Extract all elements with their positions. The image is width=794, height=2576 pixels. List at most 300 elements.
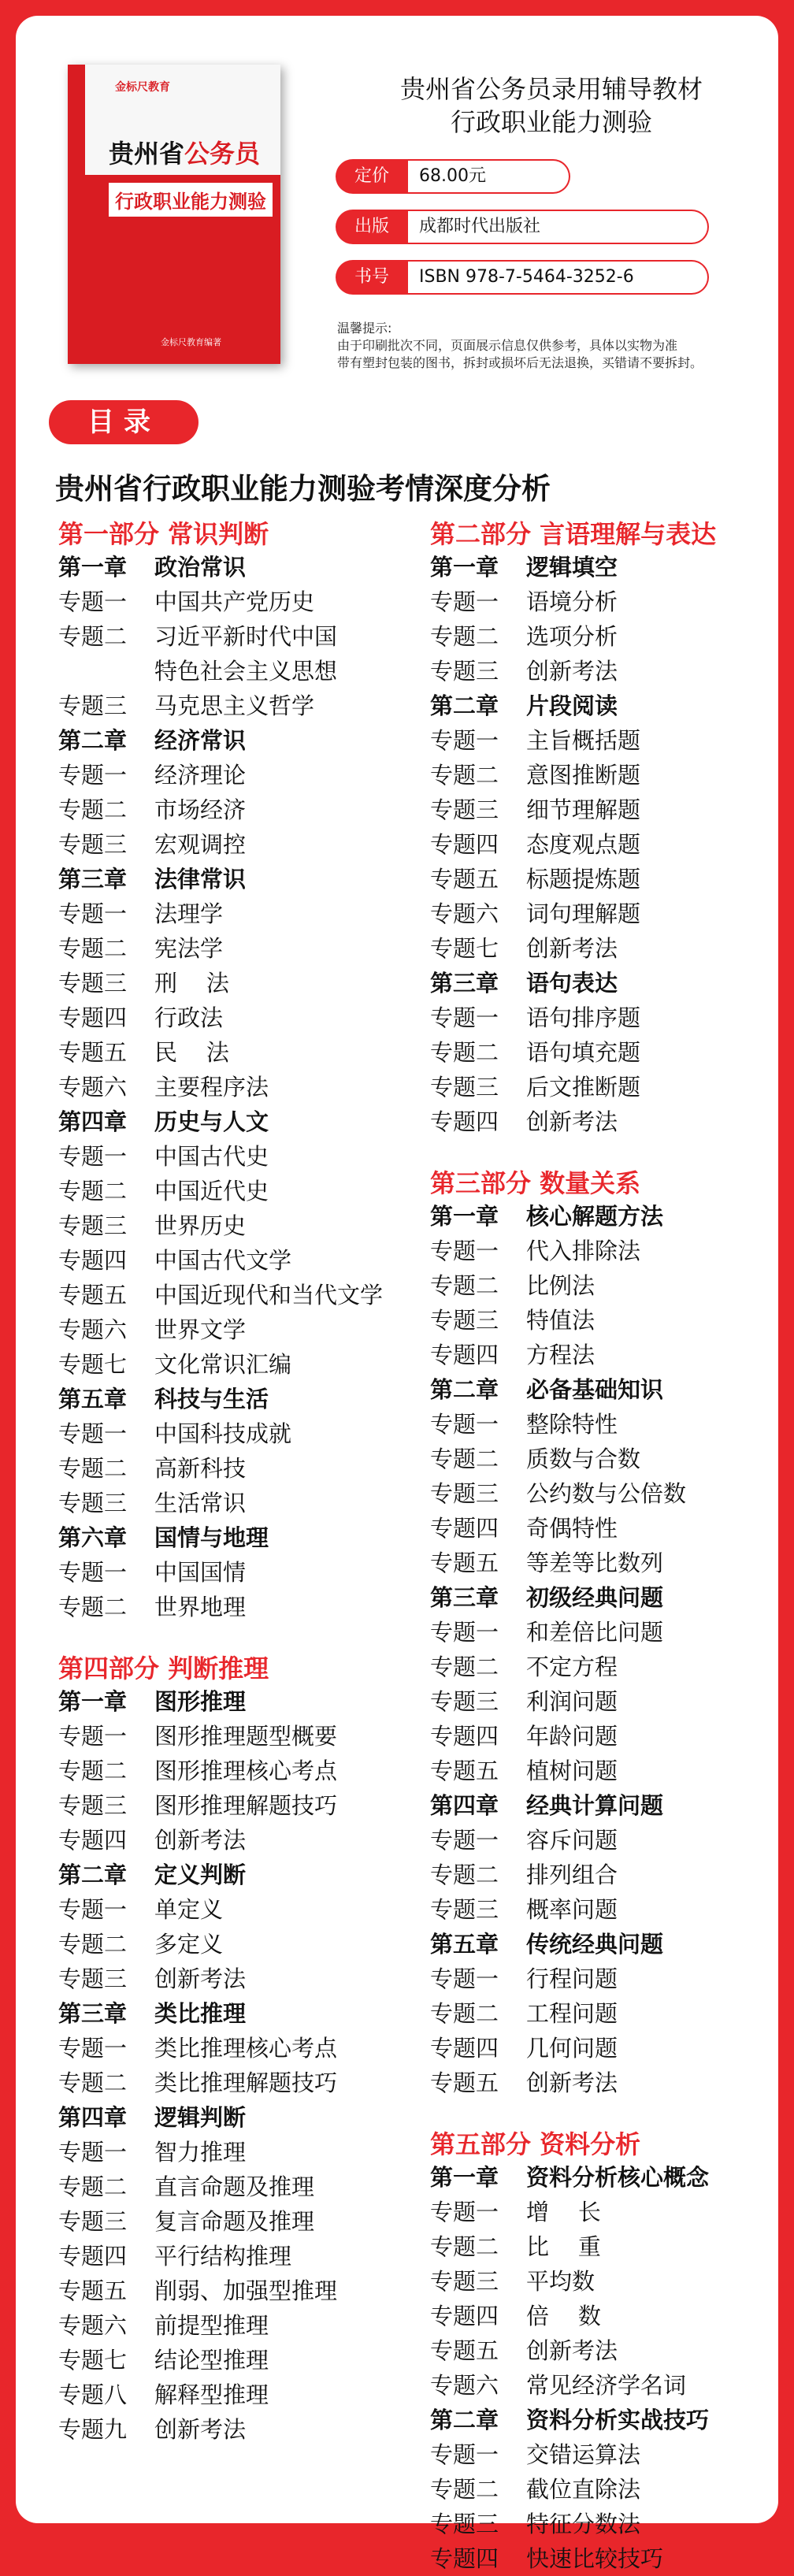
topic-row (430, 1407, 792, 1442)
topic-row (58, 2377, 421, 2412)
topic-title: 几何问题 (526, 2035, 618, 2062)
chapter-title: 图形推理 (154, 1688, 247, 1715)
chapter-row (58, 2100, 421, 2135)
topic-row (58, 931, 421, 966)
topic-row (430, 1962, 792, 1996)
topic-title: 中国古代史 (154, 1143, 269, 1170)
toc-badge: 目录 (49, 400, 198, 444)
part-heading: 第五部分 资料分析 (430, 2129, 641, 2159)
topic-row (430, 723, 792, 758)
topic-title: 语句排序题 (526, 1004, 641, 1031)
topic-number: 专题一 (430, 1004, 499, 1031)
topic-row (58, 758, 421, 792)
topic-title: 宪法学 (154, 935, 224, 962)
topic-row (58, 585, 421, 619)
topic-title: 中国科技成就 (154, 1420, 292, 1447)
chapter-row (58, 1858, 421, 1892)
topic-title: 快速比较技巧 (526, 2545, 664, 2572)
topic-number: 专题二 (430, 1039, 499, 1066)
topic-title: 工程问题 (526, 2000, 618, 2027)
chapter-row (430, 1788, 792, 1823)
topic-row (58, 1174, 421, 1208)
topic-row (430, 654, 792, 689)
chapter-number: 第一章 (58, 554, 128, 581)
topic-title: 态度观点题 (526, 831, 641, 858)
chapter-row (58, 1520, 421, 1555)
topic-title: 中国近现代和当代文学 (154, 1282, 384, 1308)
tip-line1: 由于印刷批次不同，页面展示信息仅供参考，具体以实物为准 (337, 338, 678, 353)
topic-title: 等差等比数列 (526, 1550, 664, 1576)
topic-number: 专题四 (58, 1247, 128, 1274)
topic-title: 创新考法 (526, 1108, 618, 1135)
topic-title: 平均数 (526, 2268, 596, 2295)
topic-number: 专题五 (430, 1550, 499, 1576)
topic-title: 单定义 (154, 1896, 224, 1923)
topic-number: 专题三 (430, 1480, 499, 1507)
topic-row (430, 1070, 792, 1104)
topic-title: 直言命题及推理 (154, 2173, 315, 2200)
topic-title: 标题提炼题 (526, 866, 641, 893)
topic-row (430, 1719, 792, 1754)
topic-row (430, 1104, 792, 1139)
topic-title: 经济理论 (154, 762, 247, 789)
topic-row (430, 1823, 792, 1858)
topic-title: 平行结构推理 (154, 2243, 292, 2270)
topic-row (430, 896, 792, 931)
topic-number: 专题一 (430, 1411, 499, 1438)
publisher-row (336, 210, 709, 244)
chapter-title: 经典计算问题 (526, 1792, 664, 1819)
topic-title: 词句理解题 (526, 900, 641, 927)
chapter-row (58, 550, 421, 585)
chapter-number: 第三章 (58, 866, 128, 893)
tip-title: 温馨提示: (337, 321, 392, 336)
topic-number: 专题一 (430, 588, 499, 615)
topic-number: 专题一 (430, 1827, 499, 1854)
topic-number: 专题五 (58, 1282, 128, 1308)
topic-number: 专题五 (58, 2277, 128, 2304)
topic-row (58, 2204, 421, 2239)
chapter-title: 资料分析实战技巧 (526, 2407, 710, 2433)
topic-number: 专题一 (58, 1723, 128, 1750)
tip-line2: 带有塑封包装的图书，拆封或损坏后无法退换，买错请不要拆封。 (337, 355, 703, 370)
chapter-title: 传统经典问题 (526, 1931, 664, 1958)
topic-number: 专题七 (430, 935, 499, 962)
topic-title: 细节理解题 (526, 796, 641, 823)
topic-number: 专题三 (430, 1688, 499, 1715)
topic-number: 专题七 (58, 2347, 128, 2374)
topic-number: 专题一 (430, 727, 499, 754)
chapter-title: 语句表达 (526, 970, 618, 997)
topic-row (430, 1546, 792, 1580)
topic-number: 专题一 (58, 1896, 128, 1923)
chapter-row (430, 1372, 792, 1407)
chapter-title: 法律常识 (154, 866, 247, 893)
topic-title: 刑 法 (154, 970, 229, 997)
topic-number: 专题一 (58, 1559, 128, 1586)
cover-title-prefix: 贵州省 (109, 139, 185, 169)
chapter-title: 类比推理 (154, 2000, 247, 2027)
chapter-title: 片段阅读 (526, 692, 618, 719)
topic-row (58, 2412, 421, 2447)
isbn-row (336, 260, 709, 295)
toc-left-column (58, 518, 421, 2447)
topic-row (58, 1243, 421, 1278)
topic-title: 中国古代文学 (154, 1247, 292, 1274)
topic-number: 专题四 (430, 1515, 499, 1542)
topic-row (58, 1788, 421, 1823)
topic-title: 类比推理核心考点 (154, 2035, 338, 2062)
topic-number: 专题四 (58, 2243, 128, 2270)
topic-number: 专题二 (58, 1594, 128, 1620)
topic-number: 专题二 (58, 935, 128, 962)
topic-title: 类比推理解题技巧 (154, 2069, 338, 2096)
topic-row (430, 2066, 792, 2100)
topic-number: 专题一 (430, 2199, 499, 2225)
topic-row (58, 1590, 421, 1624)
topic-title: 创新考法 (154, 1965, 247, 1992)
topic-row (58, 1892, 421, 1927)
topic-row (430, 1442, 792, 1476)
topic-title: 结论型推理 (154, 2347, 269, 2374)
part-heading: 第四部分 判断推理 (58, 1654, 269, 1683)
chapter-title: 政治常识 (154, 554, 247, 581)
topic-row (58, 1312, 421, 1347)
topic-number: 专题二 (430, 2476, 499, 2503)
book-cover-image (68, 65, 280, 364)
topic-number: 专题三 (58, 970, 128, 997)
topic-title: 复言命题及推理 (154, 2208, 315, 2235)
topic-row (58, 2239, 421, 2273)
topic-title: 世界地理 (154, 1594, 247, 1620)
topic-number: 专题四 (430, 831, 499, 858)
topic-row (430, 2541, 792, 2576)
topic-number: 专题六 (58, 1074, 128, 1101)
chapter-number: 第一章 (58, 1688, 128, 1715)
topic-number: 专题六 (430, 900, 499, 927)
topic-row (430, 758, 792, 792)
chapter-number: 第四章 (430, 1792, 499, 1819)
topic-number: 专题二 (58, 796, 128, 823)
topic-number: 专题一 (58, 2035, 128, 2062)
topic-number: 专题二 (58, 1455, 128, 1482)
topic-title: 奇偶特性 (526, 1515, 618, 1542)
section-gap (430, 1139, 792, 1167)
topic-row (58, 1347, 421, 1382)
topic-row (430, 2229, 792, 2264)
chapter-number: 第二章 (58, 1861, 128, 1888)
cover-title-highlight: 公务员 (184, 139, 261, 169)
topic-title: 质数与合数 (526, 1446, 641, 1472)
topic-title: 整除特性 (526, 1411, 618, 1438)
topic-title: 主要程序法 (154, 1074, 269, 1101)
topic-row (58, 689, 421, 723)
topic-row (58, 2066, 421, 2100)
chapter-title: 历史与人文 (154, 1108, 269, 1135)
topic-title: 文化常识汇编 (154, 1351, 292, 1378)
chapter-number: 第三章 (430, 1584, 499, 1611)
topic-number: 专题二 (58, 1758, 128, 1784)
topic-title: 倍 数 (526, 2303, 601, 2329)
topic-number: 专题八 (58, 2381, 128, 2408)
topic-title: 意图推断题 (526, 762, 641, 789)
topic-title: 行政法 (154, 1004, 224, 1031)
topic-row (58, 2308, 421, 2343)
topic-number: 专题五 (430, 2069, 499, 2096)
chapter-number: 第一章 (430, 2164, 499, 2191)
topic-row (58, 1416, 421, 1451)
topic-row (58, 1719, 421, 1754)
topic-number: 专题三 (58, 1212, 128, 1239)
topic-row (58, 619, 421, 654)
topic-title: 特值法 (526, 1307, 596, 1334)
topic-number: 专题三 (58, 2208, 128, 2235)
topic-title: 语句填充题 (526, 1039, 641, 1066)
chapter-row (430, 1927, 792, 1962)
topic-title: 截位直除法 (526, 2476, 641, 2503)
topic-number: 专题二 (430, 1446, 499, 1472)
topic-row (430, 1650, 792, 1684)
topic-number: 专题三 (58, 1965, 128, 1992)
topic-row (58, 966, 421, 1000)
chapter-title: 定义判断 (154, 1861, 247, 1888)
topic-number: 专题三 (58, 692, 128, 719)
topic-row (58, 1035, 421, 1070)
topic-number: 专题一 (430, 1965, 499, 1992)
chapter-title: 必备基础知识 (526, 1376, 664, 1403)
topic-title: 生活常识 (154, 1490, 247, 1516)
topic-title: 语境分析 (526, 588, 618, 615)
topic-title: 图形推理解题技巧 (154, 1792, 338, 1819)
topic-number: 专题四 (58, 1004, 128, 1031)
topic-row (58, 827, 421, 862)
topic-number: 专题五 (430, 866, 499, 893)
toc-right-column (430, 518, 792, 2576)
cover-title (109, 134, 260, 170)
topic-row (430, 931, 792, 966)
topic-row (58, 1927, 421, 1962)
chapter-number: 第六章 (58, 1524, 128, 1551)
topic-number: 专题三 (430, 1896, 499, 1923)
topic-row (430, 1684, 792, 1719)
topic-number: 专题四 (430, 2303, 499, 2329)
topic-title: 选项分析 (526, 623, 618, 650)
topic-number: 专题一 (430, 1619, 499, 1646)
book-spine (68, 65, 85, 364)
chapter-title: 科技与生活 (154, 1386, 269, 1412)
topic-row (430, 2368, 792, 2403)
toc-title: 贵州省行政职业能力测验考情深度分析 (55, 472, 551, 506)
topic-row (58, 1823, 421, 1858)
topic-title: 高新科技 (154, 1455, 247, 1482)
part-heading: 第三部分 数量关系 (430, 1168, 641, 1198)
publisher-label: 出版 (336, 210, 408, 244)
topic-number: 专题二 (58, 1931, 128, 1958)
chapter-row (430, 2160, 792, 2195)
topic-title: 多定义 (154, 1931, 224, 1958)
topic-row (430, 2264, 792, 2299)
topic-number: 专题五 (430, 1758, 499, 1784)
topic-number: 专题三 (430, 796, 499, 823)
topic-title: 公约数与公倍数 (526, 1480, 687, 1507)
topic-row (430, 2333, 792, 2368)
topic-row (430, 1234, 792, 1268)
book-title-line2: 行政职业能力测验 (450, 107, 652, 137)
topic-title: 马克思主义哲学 (154, 692, 315, 719)
publisher-logo: 金标尺教育 (115, 81, 170, 94)
topic-row (430, 862, 792, 896)
chapter-row (430, 1580, 792, 1615)
topic-title: 常见经济学名词 (526, 2372, 687, 2399)
topic-row (430, 2507, 792, 2541)
topic-row (430, 1511, 792, 1546)
chapter-number: 第四章 (58, 1108, 128, 1135)
topic-number: 专题二 (430, 1654, 499, 1680)
topic-number: 专题三 (430, 2511, 499, 2537)
chapter-title: 经济常识 (154, 727, 247, 754)
topic-row (430, 2437, 792, 2472)
topic-row (58, 792, 421, 827)
topic-number: 专题二 (58, 623, 128, 650)
cover-editor: 金标尺教育编著 (161, 337, 221, 347)
topic-title: 创新考法 (526, 2337, 618, 2364)
topic-number: 专题三 (430, 2268, 499, 2295)
chapter-number: 第一章 (430, 554, 499, 581)
chapter-title: 逻辑判断 (154, 2104, 247, 2131)
topic-title: 创新考法 (526, 935, 618, 962)
topic-title: 容斥问题 (526, 1827, 618, 1854)
topic-title: 宏观调控 (154, 831, 247, 858)
topic-number: 专题四 (58, 1827, 128, 1854)
topic-number: 专题一 (58, 2139, 128, 2166)
topic-number: 专题一 (58, 1143, 128, 1170)
topic-number: 专题三 (58, 1490, 128, 1516)
chapter-number: 第二章 (430, 2407, 499, 2433)
topic-title: 民 法 (154, 1039, 229, 1066)
topic-title: 削弱、加强型推理 (154, 2277, 338, 2304)
topic-number: 专题二 (58, 2173, 128, 2200)
topic-row (430, 1338, 792, 1372)
topic-title: 增 长 (526, 2199, 601, 2225)
topic-number: 专题二 (430, 2233, 499, 2260)
chapter-number: 第二章 (430, 692, 499, 719)
topic-row (58, 1070, 421, 1104)
topic-title: 比 重 (526, 2233, 601, 2260)
chapter-number: 第三章 (430, 970, 499, 997)
topic-number: 专题一 (58, 1420, 128, 1447)
topic-number: 专题二 (430, 1272, 499, 1299)
chapter-number: 第五章 (430, 1931, 499, 1958)
topic-title: 中国国情 (154, 1559, 247, 1586)
topic-title: 后文推断题 (526, 1074, 641, 1101)
topic-number: 专题六 (58, 2312, 128, 2339)
topic-number: 专题一 (430, 1238, 499, 1264)
topic-number: 专题二 (430, 623, 499, 650)
topic-title: 特征分数法 (526, 2511, 641, 2537)
topic-number: 专题二 (430, 2000, 499, 2027)
topic-number: 专题七 (58, 1351, 128, 1378)
topic-title: 概率问题 (526, 1896, 618, 1923)
topic-title: 不定方程 (526, 1654, 618, 1680)
topic-title: 行程问题 (526, 1965, 618, 1992)
chapter-number: 第四章 (58, 2104, 128, 2131)
topic-row (430, 2299, 792, 2333)
topic-row (58, 2170, 421, 2204)
topic-number: 专题六 (430, 2372, 499, 2399)
chapter-row (58, 723, 421, 758)
topic-row (430, 1615, 792, 1650)
topic-number: 专题二 (58, 1178, 128, 1204)
topic-number: 专题一 (58, 762, 128, 789)
topic-row (58, 2273, 421, 2308)
price-label: 定价 (336, 159, 408, 194)
part-heading: 第一部分 常识判断 (58, 519, 269, 549)
chapter-row (430, 550, 792, 585)
topic-title: 世界文学 (154, 1316, 247, 1343)
topic-number: 专题三 (430, 1074, 499, 1101)
topic-number: 专题二 (430, 762, 499, 789)
topic-title: 利润问题 (526, 1688, 618, 1715)
topic-row (430, 1035, 792, 1070)
topic-title: 排列组合 (526, 1861, 618, 1888)
topic-row (58, 1451, 421, 1486)
topic-row (58, 1139, 421, 1174)
topic-number: 专题四 (430, 2545, 499, 2572)
topic-title: 中国近代史 (154, 1178, 269, 1204)
chapter-title: 逻辑填空 (526, 554, 618, 581)
topic-number: 专题九 (58, 2416, 128, 2443)
topic-row (430, 1858, 792, 1892)
topic-row (58, 1000, 421, 1035)
topic-title: 年龄问题 (526, 1723, 618, 1750)
topic-title: 主旨概括题 (526, 727, 641, 754)
topic-row (430, 1303, 792, 1338)
chapter-row (430, 1199, 792, 1234)
topic-row (58, 1486, 421, 1520)
topic-title: 中国共产党历史 (154, 588, 315, 615)
topic-number: 专题四 (430, 1108, 499, 1135)
topic-row (430, 2472, 792, 2507)
topic-row (430, 1892, 792, 1927)
topic-title: 法理学 (154, 900, 224, 927)
publisher-value: 成都时代出版社 (408, 210, 709, 244)
topic-title: 图形推理核心考点 (154, 1758, 338, 1784)
topic-row (58, 1278, 421, 1312)
topic-title: 创新考法 (526, 658, 618, 685)
topic-number: 专题三 (430, 1307, 499, 1334)
topic-row (58, 1962, 421, 1996)
topic-row (430, 1268, 792, 1303)
topic-title: 前提型推理 (154, 2312, 269, 2339)
topic-number: 专题四 (430, 1723, 499, 1750)
topic-row (58, 2031, 421, 2066)
chapter-title: 资料分析核心概念 (526, 2164, 710, 2191)
section-gap (430, 2100, 792, 2129)
topic-number: 专题二 (430, 1861, 499, 1888)
topic-title: 创新考法 (154, 2416, 247, 2443)
topic-number: 专题三 (58, 831, 128, 858)
topic-row (430, 2195, 792, 2229)
chapter-row (58, 1104, 421, 1139)
topic-row (430, 827, 792, 862)
topic-number: 专题四 (430, 2035, 499, 2062)
topic-row (58, 1754, 421, 1788)
topic-row (58, 1208, 421, 1243)
topic-number: 专题五 (430, 2337, 499, 2364)
chapter-row (58, 1996, 421, 2031)
chapter-number: 第二章 (430, 1376, 499, 1403)
cover-subtitle: 行政职业能力测验 (109, 183, 273, 217)
